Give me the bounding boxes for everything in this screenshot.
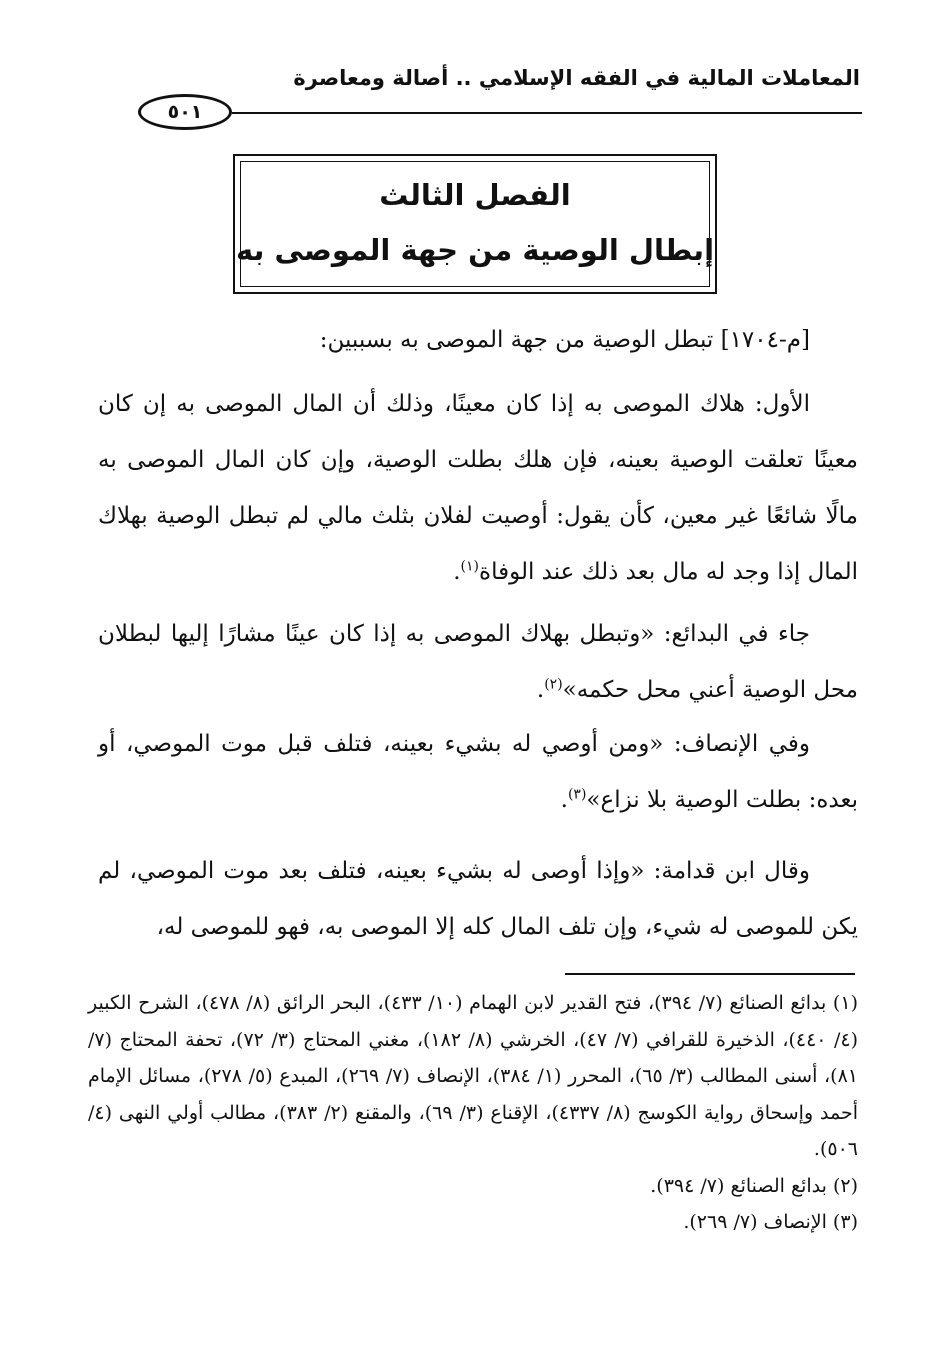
footnote-separator	[565, 973, 855, 975]
period: .	[453, 559, 461, 585]
header-rule	[232, 112, 862, 114]
badaie-quote-text: جاء في البدائع: «وتبطل بهلاك الموصى به إذا كان عينًا مشارًا إليها لبطلان محل الوصية أعني محل حكمه»	[98, 621, 858, 703]
footnote-3: (٣) الإنصاف (٧/ ٢٦٩).	[683, 1211, 858, 1233]
footnote-2: (٢) بدائع الصنائع (٧/ ٣٩٤).	[650, 1174, 858, 1197]
running-header: المعاملات المالية في الفقه الإسلامي .. أصالة ومعاصرة	[293, 66, 860, 90]
paragraph-first-cause	[98, 376, 858, 600]
footnote-ref-1[interactable]: (١)	[460, 558, 480, 575]
paragraph-badaie-quote	[98, 606, 858, 718]
chapter-title: الفصل الثالث	[379, 178, 571, 212]
insaf-quote-text: وفي الإنصاف: «ومن أوصي له بشيء بعينه، فتلف قبل موت الموصي، أو بعده: بطلت الوصية بلا نزاع»	[98, 731, 858, 813]
paragraph-insaf-quote	[98, 716, 858, 828]
chapter-title-box	[233, 154, 717, 294]
intro-text: [م-١٧٠٤] تبطل الوصية من جهة الموصى به بسببين:	[319, 327, 810, 353]
ibn-qudama-quote-text: وقال ابن قدامة: «وإذا أوصى له بشيء بعينه، فتلف بعد موت الموصي، لم يكن للموصى له شيء، وإن تلف المال كله إلا الموصى به، فهو للموصى له،	[98, 858, 858, 940]
footnote-1: (١) بدائع الصنائع (٧/ ٣٩٤)، فتح القدير لابن الهمام (١٠/ ٤٣٣)، البحر الرائق (٨/ ٤٧٨)، الشرح الكبير (٤/ ٤٤٠)، الذخيرة للقرافي (٧/ ٤٧)، الخرشي (٨/ ١٨٢)، مغني المحتاج (٣/ ٧٢)، تحفة المحتاج (٧/ ٨١)، أسنى المطالب (٣/ ٦٥)، المحرر (١/ ٣٨٤)، الإنصاف (٧/ ٢٦٩)، المبدع (٥/ ٢٧٨)، مسائل الإمام أحمد وإسحاق رواية الكوسج (٨/ ٤٣٣٧)، الإقناع (٣/ ٦٩)، والمقنع (٢/ ٣٨٣)، مطالب أولي النهى (٤/ ٥٠٦).	[88, 992, 859, 1160]
period: .	[560, 787, 568, 813]
first-cause-text: الأول: هلاك الموصى به إذا كان معينًا، وذلك أن المال الموصى به إن كان معينًا تعلقت الوصية بعينه، فإن هلك بطلت الوصية، وإن كان المال الموصى به مالًا شائعًا غير معين، كأن يقول: أوصيت لفلان بثلث مالي لم تبطل الوصية بهلاك المال إذا وجد له مال بعد ذلك عند الوفاة	[98, 391, 858, 585]
paragraph-intro	[98, 312, 858, 368]
chapter-subtitle: إبطال الوصية من جهة الموصى به	[235, 233, 715, 267]
period: .	[536, 677, 545, 703]
page-number: ٥٠١	[138, 94, 232, 130]
footnote-ref-3[interactable]: (٣)	[567, 786, 587, 803]
paragraph-ibn-qudama-quote	[98, 843, 858, 955]
footnote-ref-2[interactable]: (٢)	[544, 676, 563, 693]
footnotes	[88, 985, 858, 1241]
